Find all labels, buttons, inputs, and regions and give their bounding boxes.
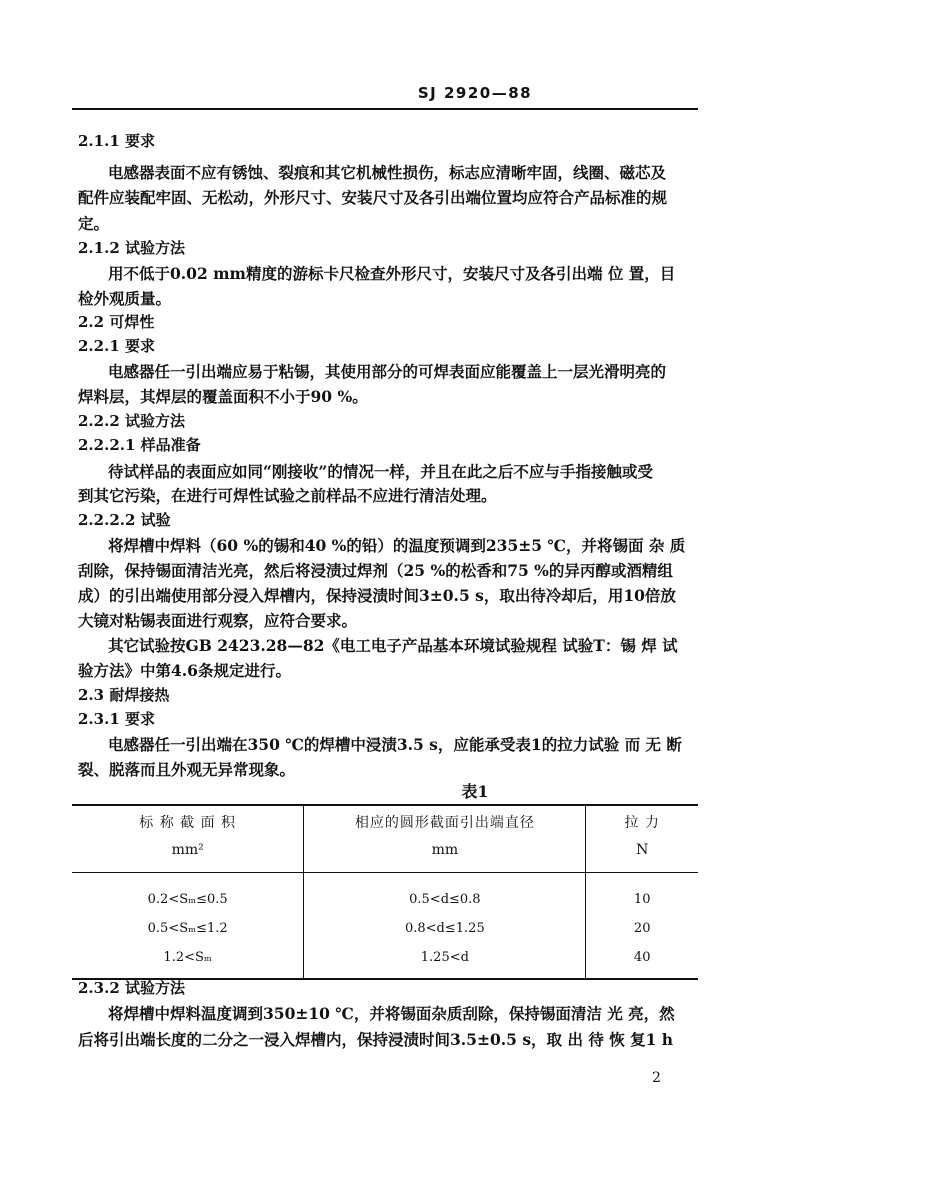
table-cell: 0.5<d≤0.8 (304, 873, 586, 915)
table-header-row (72, 805, 698, 838)
section-2-2-2-heading: 2.2.2 试验方法 (78, 412, 185, 430)
header-cell: 拉 力 (624, 815, 660, 831)
table-cell: 0.2<Sₘ≤0.5 (72, 873, 304, 915)
table-cell: 40 (633, 950, 651, 965)
table-cell: 1.25<d (304, 943, 586, 979)
unit-cell: N (586, 838, 698, 873)
paragraph-line: 裂、脱落而且外观无异常现象。 (78, 760, 296, 779)
section-2-3-2-heading: 2.3.2 试验方法 (78, 979, 185, 997)
paragraph-line: 其它试验按GB 2423.28—82《电工电子产品基本环境试验规程 试验T：锡 焊 试 (108, 636, 678, 655)
section-2-1-1-heading: 2.1.1 要求 (78, 132, 155, 150)
unit-cell: mm (304, 838, 586, 873)
paragraph-line: 大镜对粘锡表面进行观察，应符合要求。 (78, 611, 358, 630)
paragraph-line: 定。 (78, 214, 110, 233)
section-2-2-2-2-heading: 2.2.2.2 试验 (78, 511, 171, 529)
section-2-1-2-heading: 2.1.2 试验方法 (78, 239, 185, 257)
unit-cell: mm² (72, 838, 304, 873)
paragraph-line: 验方法》中第4.6条规定进行。 (78, 661, 291, 680)
header-cell: 标 称 截 面 积 (72, 805, 304, 838)
paragraph-line: 用不低于0.02 mm精度的游标卡尺检查外形尺寸，安装尺寸及各引出端 位 置，目 (108, 264, 676, 283)
table-row (72, 914, 698, 943)
header-cell: 相应的圆形截面引出端直径 (304, 805, 586, 838)
paragraph-line: 将焊槽中焊料温度调到350±10 ℃，并将锡面杂质刮除，保持锡面清洁 光 亮，然 (108, 1004, 675, 1023)
paragraph-line: 到其它污染，在进行可焊性试验之前样品不应进行清洁处理。 (78, 486, 497, 505)
paragraph-line: 焊料层，其焊层的覆盖面积不小于90 %。 (78, 387, 368, 406)
page-number: 2 (652, 1070, 661, 1086)
paragraph-line: 待试样品的表面应如同“刚接收”的情况一样，并且在此之后不应与手指接触或受 (108, 462, 653, 481)
paragraph-line: 电感器表面不应有锈蚀、裂痕和其它机械性损伤，标志应清晰牢固，线圈、磁芯及 (108, 163, 667, 182)
section-2-2-2-1-heading: 2.2.2.1 样品准备 (78, 436, 201, 454)
table-cell: 20 (633, 921, 651, 936)
paragraph-line: 刮除，保持锡面清洁光亮，然后将浸渍过焊剂（25 %的松香和75 %的异丙醇或酒精组 (78, 561, 673, 580)
paragraph-line: 成）的引出端使用部分浸入焊槽内，保持浸渍时间3±0.5 s，取出待冷却后，用10倍放 (78, 586, 676, 605)
section-2-3-1-heading: 2.3.1 要求 (78, 710, 155, 728)
table-cell: 0.8<d≤1.25 (304, 914, 586, 943)
table-row (72, 943, 698, 979)
table-caption: 表1 (461, 782, 489, 801)
paragraph-line: 检外观质量。 (78, 289, 172, 308)
spec-table (72, 804, 698, 980)
table-cell: 1.2<Sₘ (72, 943, 304, 979)
table-cell: 10 (633, 892, 651, 907)
paragraph-line: 电感器任一引出端在350 ℃的焊槽中浸渍3.5 s，应能承受表1的拉力试验 而 无 断 (108, 735, 682, 754)
header-rule (72, 108, 698, 110)
table-units-row (72, 838, 698, 873)
section-2-2-heading: 2.2 可焊性 (78, 313, 155, 331)
document-header: SJ 2920—88 (417, 84, 533, 102)
section-2-3-heading: 2.3 耐焊接热 (78, 686, 170, 704)
paragraph-line: 电感器任一引出端应易于粘锡，其使用部分的可焊表面应能覆盖上一层光滑明亮的 (108, 362, 667, 381)
paragraph-line: 后将引出端长度的二分之一浸入焊槽内，保持浸渍时间3.5±0.5 s，取 出 待 恢 复1 h (78, 1030, 674, 1049)
table-row (72, 873, 698, 915)
table-cell: 0.5<Sₘ≤1.2 (72, 914, 304, 943)
paragraph-line: 配件应装配牢固、无松动，外形尺寸、安装尺寸及各引出端位置均应符合产品标准的规 (78, 188, 668, 207)
section-2-2-1-heading: 2.2.1 要求 (78, 337, 155, 355)
paragraph-line: 将焊槽中焊料（60 %的锡和40 %的铅）的温度预调到235±5 ℃，并将锡面 杂 质 (108, 536, 686, 555)
